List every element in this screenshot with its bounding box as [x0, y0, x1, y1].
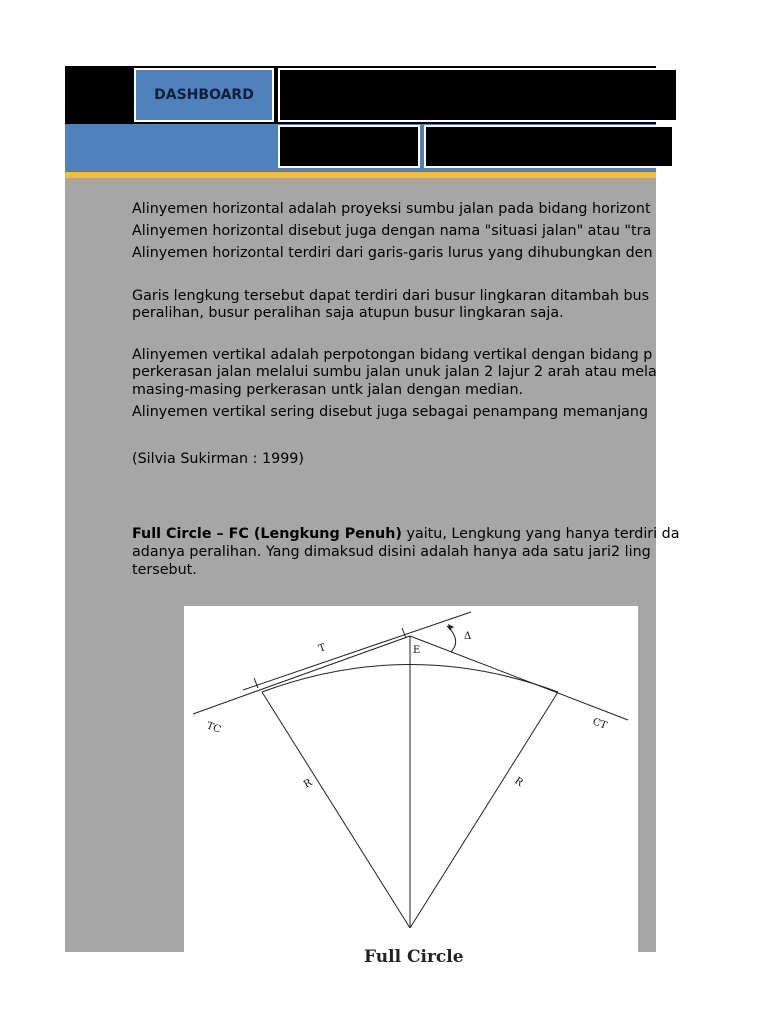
paragraph-line: adanya peralihan. Yang dimaksud disini adalah hanya ada satu jari2 ling	[132, 544, 651, 560]
paragraph-line: Alinyemen horizontal terdiri dari garis-garis lurus yang dihubungkan den	[132, 245, 653, 261]
radius-left	[262, 692, 410, 928]
paragraph-line: perkerasan jalan melalui sumbu jalan unuk jalan 2 lajur 2 arah atau mela	[132, 364, 657, 380]
delta-arc	[447, 626, 456, 652]
label-e: E	[413, 645, 421, 656]
label-t: T	[317, 642, 328, 655]
diagram-caption: Full Circle	[364, 947, 464, 967]
document-sheet	[65, 66, 680, 967]
label-r-left: R	[302, 777, 315, 791]
label-delta: Δ	[464, 631, 472, 642]
nav-sub-button-1[interactable]	[278, 125, 420, 168]
nav-sub-button-2[interactable]	[424, 125, 674, 168]
paragraph-line: Garis lengkung tersebut dapat terdiri dari busur lingkaran ditambah bus	[132, 288, 650, 304]
paragraph-line: Alinyemen vertikal sering disebut juga sebagai penampang memanjang	[132, 404, 649, 420]
delta-arrow-icon	[448, 624, 454, 630]
radius-right	[410, 692, 558, 928]
fc-term: Full Circle – FC (Lengkung Penuh)	[132, 526, 402, 542]
full-circle-diagram	[184, 606, 638, 967]
label-r-right: R	[512, 775, 525, 789]
label-tc: TC	[204, 720, 223, 736]
fc-definition-text: yaitu, Lengkung yang hanya terdiri da	[401, 526, 680, 542]
tangent-dimension-line	[243, 612, 471, 690]
header-divider	[65, 172, 656, 178]
nav-title-box[interactable]	[278, 68, 678, 122]
tangent-line-right	[410, 636, 628, 720]
paragraph-line: tersebut.	[132, 562, 197, 578]
paragraph-line: masing-masing perkerasan untk jalan dengan median.	[132, 382, 524, 398]
paragraph-line: peralihan, busur peralihan saja atupun busur lingkaran saja.	[132, 305, 564, 321]
citation: (Silvia Sukirman : 1999)	[132, 451, 304, 467]
paragraph-line: Alinyemen horizontal disebut juga dengan nama "situasi jalan" atau "tra	[132, 223, 652, 239]
fc-definition-line-1	[132, 525, 680, 543]
dimension-tick	[402, 628, 406, 638]
dashboard-button[interactable]: DASHBOARD	[134, 68, 274, 122]
label-ct: CT	[590, 716, 609, 732]
paragraph-line: Alinyemen horizontal adalah proyeksi sumbu jalan pada bidang horizont	[132, 201, 651, 217]
paragraph-line: Alinyemen vertikal adalah perpotongan bidang vertikal dengan bidang p	[132, 347, 653, 363]
tangent-line-left	[193, 636, 410, 714]
